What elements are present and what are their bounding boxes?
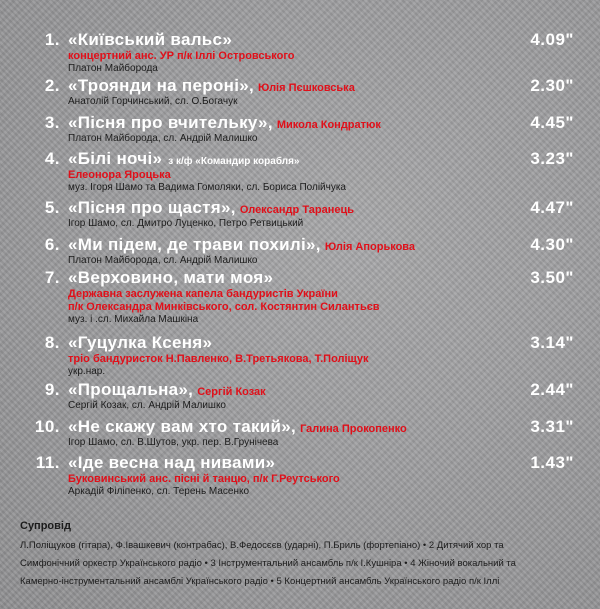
track-title: «Білі ночі» bbox=[68, 149, 163, 168]
track-credit: Платон Майборода bbox=[68, 63, 158, 74]
track-performer: Державна заслужена капела бандуристів України bbox=[68, 288, 338, 300]
track-number: 6. bbox=[44, 235, 60, 254]
track-title-row bbox=[68, 198, 354, 218]
track-title: «Верховино, мати моя» bbox=[68, 268, 274, 287]
track-number: 9. bbox=[44, 380, 60, 399]
track-duration: 3.23" bbox=[530, 149, 574, 168]
track-title: «Київський вальс» bbox=[68, 30, 233, 49]
track-credit: Анатолій Горчинський, сл. О.Богачук bbox=[68, 96, 238, 107]
track-number: 1. bbox=[44, 30, 60, 49]
track-performer: Буковинський анс. пісні й танцю, п/к Г.Реутського bbox=[68, 473, 340, 485]
track-number: 8. bbox=[44, 333, 60, 352]
track-credit: Платон Майборода, сл. Андрій Малишко bbox=[68, 255, 258, 266]
track-performer: тріо бандуристок Н.Павленко, В.Третьякова, Т.Поліщук bbox=[68, 353, 369, 365]
track-performer: Юлія Апорькова bbox=[324, 241, 416, 253]
track-performer: п/к Олександра Минківського, сол. Костянтин Силантьєв bbox=[68, 301, 380, 313]
track-title: «Пісня про вчительку», bbox=[68, 113, 273, 132]
track-film-note: з к/ф «Командир корабля» bbox=[168, 156, 300, 167]
track-performer: Юлія Пєшковська bbox=[258, 82, 355, 94]
track-number: 2. bbox=[44, 76, 60, 95]
track-title: «Троянди на пероні», bbox=[68, 76, 254, 95]
track-performer: Галина Прокопенко bbox=[300, 423, 407, 435]
track-performer: Олександр Таранець bbox=[239, 204, 355, 216]
track-performer: Микола Кондратюк bbox=[276, 119, 381, 131]
track-duration: 4.09" bbox=[530, 30, 574, 49]
track-title: «Гуцулка Ксеня» bbox=[68, 333, 213, 352]
track-credit: Аркадій Філіпенко, сл. Терень Масенко bbox=[68, 486, 250, 497]
track-duration: 4.45" bbox=[530, 113, 574, 132]
track-number: 3. bbox=[44, 113, 60, 132]
accompaniment-line: Л.Поліщуков (гітара), Ф.Івашкевич (контрабас), В.Федосєєв (ударні), П.Бриль (фортепіано) • 2 Дитячий хор та bbox=[20, 540, 504, 551]
accompaniment-line: Симфонічний оркестр Українського радіо • 3 Інструментальний ансамбль п/к І.Кушніра • 4 Жіночий вокальний та bbox=[20, 558, 516, 569]
track-title-row bbox=[68, 113, 381, 133]
track-title-row bbox=[68, 417, 407, 437]
track-number: 4. bbox=[44, 149, 60, 168]
track-number: 10. bbox=[34, 417, 60, 436]
track-title-row bbox=[68, 149, 300, 169]
track-title-row bbox=[68, 333, 212, 353]
track-duration: 3.31" bbox=[530, 417, 574, 436]
track-duration: 2.30" bbox=[530, 76, 574, 95]
track-title-row bbox=[68, 453, 275, 473]
track-credit: Ігор Шамо, сл. В.Шутов, укр. пер. В.Грунічева bbox=[68, 437, 279, 448]
track-number: 7. bbox=[44, 268, 60, 287]
track-performer: Сергій Козак bbox=[197, 386, 266, 398]
track-duration: 4.47" bbox=[530, 198, 574, 217]
track-duration: 3.14" bbox=[530, 333, 574, 352]
track-credit: Ігор Шамо, сл. Дмитро Луценко, Петро Ретвицький bbox=[68, 218, 304, 229]
track-duration: 1.43" bbox=[530, 453, 574, 472]
accompaniment-heading: Супровід bbox=[20, 520, 71, 532]
track-duration: 4.30" bbox=[530, 235, 574, 254]
track-title: «Ми підем, де трави похилі», bbox=[68, 235, 321, 254]
track-title: «Не скажу вам хто такий», bbox=[68, 417, 297, 436]
track-duration: 2.44" bbox=[530, 380, 574, 399]
accompaniment-line: Камерно-інструментальний ансамблі Українського радіо • 5 Концертний ансамбль Українського радіо п/к Іллі bbox=[20, 576, 500, 587]
track-title: «Іде весна над нивами» bbox=[68, 453, 276, 472]
track-credit: муз. Ігоря Шамо та Вадима Гомоляки, сл. Бориса Полійчука bbox=[68, 182, 346, 193]
track-credit: Сергій Козак, сл. Андрій Малишко bbox=[68, 400, 226, 411]
track-duration: 3.50" bbox=[530, 268, 574, 287]
track-title-row bbox=[68, 30, 232, 50]
track-performer: Елеонора Яроцька bbox=[68, 169, 171, 181]
track-title-row bbox=[68, 380, 266, 400]
track-performer: концертний анс. УР п/к Іллі Островського bbox=[68, 50, 295, 62]
track-credit: муз. і .сл. Михайла Машкіна bbox=[68, 314, 199, 325]
track-title-row bbox=[68, 268, 273, 288]
track-title: «Прощальна», bbox=[68, 380, 194, 399]
track-number: 11. bbox=[35, 453, 60, 472]
track-number: 5. bbox=[44, 198, 60, 217]
track-title: «Пісня про щастя», bbox=[68, 198, 236, 217]
track-title-row bbox=[68, 235, 415, 255]
track-credit: Платон Майборода, сл. Андрій Малишко bbox=[68, 133, 258, 144]
track-title-row bbox=[68, 76, 355, 96]
track-credit: укр.нар. bbox=[68, 366, 106, 377]
